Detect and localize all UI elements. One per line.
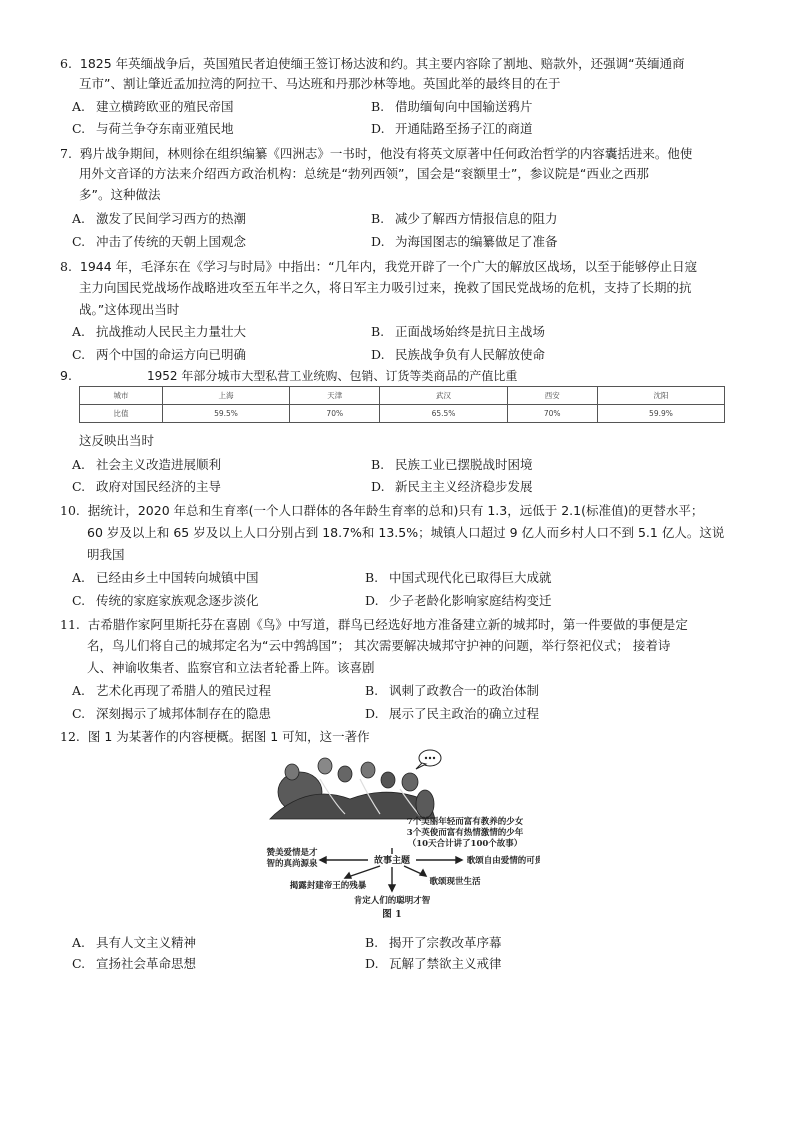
option-text: 瓦解了禁欲主义戒律: [389, 956, 502, 971]
option-text: 中国式现代化已取得巨大成就: [389, 570, 552, 585]
option-label: D.: [371, 234, 385, 249]
table-row: [80, 405, 725, 423]
q8-option-c[interactable]: [72, 347, 246, 363]
option-label: A.: [72, 457, 86, 472]
table-cell: 城市: [80, 387, 163, 405]
option-label: C.: [72, 956, 86, 971]
figure-left-top-text-1: 赞美爱情是才: [266, 848, 318, 858]
q6-number: 6.: [60, 56, 72, 71]
option-text: 开通陆路至扬子江的商道: [395, 121, 533, 136]
q12-stem-line: [60, 729, 370, 745]
figure-box3-text: （10天合计讲了100个故事）: [407, 839, 523, 849]
q11-option-a[interactable]: [72, 683, 271, 699]
option-text: 激发了民间学习西方的热潮: [96, 211, 247, 226]
q10-stem-line-3: 明我国: [87, 547, 125, 562]
q7-option-c[interactable]: [72, 234, 246, 250]
q9-data-table: [79, 386, 725, 423]
option-label: B.: [365, 683, 379, 698]
q7-number: 7.: [60, 146, 72, 161]
option-text: 揭开了宗教改革序幕: [389, 935, 502, 950]
table-cell: 西安: [507, 387, 597, 405]
option-label: B.: [365, 935, 379, 950]
option-label: D.: [371, 347, 385, 362]
option-label: D.: [371, 479, 385, 494]
q11-option-c[interactable]: [72, 706, 271, 722]
q11-option-b[interactable]: [365, 683, 539, 699]
figure-box2-text: 3个英俊而富有热情激情的少年: [406, 828, 524, 838]
option-text: 宣扬社会革命思想: [96, 956, 197, 971]
option-text: 减少了解西方情报信息的阻力: [395, 211, 558, 226]
option-label: C.: [72, 234, 86, 249]
q11-stem-text-1: 古希腊作家阿里斯托芬在喜剧《鸟》中写道，群鸟已经选好地方准备建立新的城邦时，第一件要做的事便是定: [87, 617, 688, 632]
option-text: 与荷兰争夺东南亚殖民地: [96, 121, 234, 136]
q8-stem-line-3: 战。”这体现出当时: [79, 302, 180, 317]
option-label: C.: [72, 479, 86, 494]
option-label: A.: [72, 99, 86, 114]
q8-option-d[interactable]: [371, 347, 545, 363]
table-cell: 65.5%: [380, 405, 507, 423]
q12-number: 12.: [60, 729, 80, 744]
q9-stem: 这反映出当时: [79, 433, 155, 448]
q11-option-d[interactable]: [365, 706, 539, 722]
q7-stem-text-1: 鸦片战争期间，林则徐在组织编纂《四洲志》一书时，他没有将英文原著中任何政治哲学的内容囊括进来。他使: [79, 146, 693, 161]
option-label: A.: [72, 570, 86, 585]
q8-stem-line-1: [60, 259, 697, 275]
figure-svg: [250, 744, 540, 922]
figure-center-text: 故事主题: [373, 856, 411, 866]
q6-option-a[interactable]: [72, 99, 234, 115]
q12-option-c[interactable]: [72, 956, 196, 972]
q9-number: 9.: [60, 368, 72, 383]
option-text: 抗战推动人民民主力量壮大: [96, 324, 247, 339]
option-label: C.: [72, 706, 86, 721]
option-label: A.: [72, 683, 86, 698]
option-text: 讽刺了政教合一的政治体制: [389, 683, 540, 698]
figure-bottom-text: 肯定人们的聪明才智: [353, 896, 431, 906]
figure-caption: 图 1: [382, 909, 402, 920]
option-label: C.: [72, 347, 86, 362]
q11-stem-line-1: [60, 617, 688, 633]
q8-stem-text-1: 1944 年，毛泽东在《学习与时局》中指出：“几年内，我党开辟了一个广大的解放区战场，以至于能够停止日寇: [79, 259, 698, 274]
table-header-row: [80, 387, 725, 405]
figure-right-bottom-text: 歌颂现世生活: [429, 877, 481, 887]
option-text: 借助缅甸向中国输送鸦片: [395, 99, 533, 114]
q10-option-b[interactable]: [365, 570, 552, 586]
option-text: 民族战争负有人民解放使命: [395, 347, 546, 362]
option-label: A.: [72, 211, 86, 226]
q6-stem-text-1: 1825 年英缅战争后，英国殖民者迫使缅王签订杨达波和约。其主要内容除了割地、赔款外，还强调“英缅通商: [79, 56, 685, 71]
q10-stem-line-1: [60, 503, 703, 519]
figure-left-top-text-2: 智的真尚源泉: [266, 859, 318, 869]
q12-option-d[interactable]: [365, 956, 502, 972]
q10-option-c[interactable]: [72, 593, 259, 609]
q9-option-d[interactable]: [371, 479, 533, 495]
q11-number: 11.: [60, 617, 80, 632]
option-label: C.: [72, 121, 86, 136]
storytellers-illustration: [270, 758, 435, 819]
q12-stem-text: 图 1 为某著作的内容梗概。据图 1 可知，这一著作: [87, 729, 370, 744]
option-label: B.: [371, 99, 385, 114]
q11-stem-line-3: 人、神谕收集者、监察官和立法者轮番上阵。该喜剧: [87, 660, 375, 675]
option-text: 传统的家庭家族观念逐步淡化: [96, 593, 259, 608]
option-text: 已经由乡土中国转向城镇中国: [96, 570, 259, 585]
q9-option-b[interactable]: [371, 457, 533, 473]
option-text: 少子老龄化影响家庭结构变迁: [389, 593, 552, 608]
q7-stem-line-1: [60, 146, 692, 162]
q8-stem-line-2: 主力向国民党战场作战略进攻至五年半之久，将日军主力吸引过来，挽救了国民党战场的危机，支持了长期的抗: [79, 280, 692, 295]
option-text: 为海国图志的编纂做足了准备: [395, 234, 558, 249]
q6-stem-line-1: [60, 56, 685, 72]
option-label: A.: [72, 935, 86, 950]
option-text: 两个中国的命运方向已明确: [96, 347, 247, 362]
option-text: 民族工业已摆脱战时困境: [395, 457, 533, 472]
option-label: A.: [72, 324, 86, 339]
q6-stem-line-2: 互市”、割让肇近孟加拉湾的阿拉干、马达班和丹那沙林等地。英国此举的最终目的在于: [79, 76, 561, 91]
q6-option-b[interactable]: [371, 99, 533, 115]
q12-figure: [250, 744, 540, 922]
q12-option-a[interactable]: [72, 935, 196, 951]
q10-option-d[interactable]: [365, 593, 552, 609]
q11-stem-line-2: 名，鸟儿们将自己的城邦定名为“云中鹁鸪国”； 其次需要解决城邦守护神的问题，举行祭祀仪式； 接着诗: [87, 638, 671, 653]
option-label: B.: [371, 324, 385, 339]
q6-option-d[interactable]: [371, 121, 533, 137]
option-label: D.: [365, 956, 379, 971]
option-label: B.: [365, 570, 379, 585]
option-text: 政府对国民经济的主导: [96, 479, 222, 494]
q10-stem-line-2: 60 岁及以上和 65 岁及以上人口分别占到 18.7%和 13.5%；城镇人口超过 9 亿人而乡村人口不到 5.1 亿人。这说: [87, 525, 725, 540]
q7-option-b[interactable]: [371, 211, 558, 227]
option-label: D.: [371, 121, 385, 136]
q8-option-a[interactable]: [72, 324, 246, 340]
q10-number: 10.: [60, 503, 80, 518]
q8-option-b[interactable]: [371, 324, 545, 340]
table-cell: 沈阳: [597, 387, 724, 405]
option-text: 冲击了传统的天朝上国观念: [96, 234, 247, 249]
option-label: D.: [365, 706, 379, 721]
q9-table-title: 1952 年部分城市大型私营工业统购、包销、订货等类商品的产值比重: [147, 369, 518, 383]
q7-option-a[interactable]: [72, 211, 246, 227]
speech-bubble-icon: [416, 750, 441, 769]
q9-option-a[interactable]: [72, 457, 221, 473]
option-label: B.: [371, 457, 385, 472]
table-cell: 天津: [290, 387, 380, 405]
option-text: 艺术化再现了希腊人的殖民过程: [96, 683, 272, 698]
option-text: 正面战场始终是抗日主战场: [395, 324, 546, 339]
option-text: 社会主义改造进展顺利: [96, 457, 222, 472]
table-cell: 59.5%: [163, 405, 290, 423]
option-text: 深刻揭示了城邦体制存在的隐患: [96, 706, 272, 721]
option-label: B.: [371, 211, 385, 226]
figure-left-bottom-text: 揭露封建帝王的残暴: [289, 881, 367, 891]
q7-stem-line-2: 用外文音译的方法来介绍西方政治机构：总统是“勃列西领”，国会是“衮额里士”，参议院是“西业之西那: [79, 166, 649, 181]
table-cell: 武汉: [380, 387, 507, 405]
q8-number: 8.: [60, 259, 72, 274]
table-cell: 上海: [163, 387, 290, 405]
option-label: D.: [365, 593, 379, 608]
figure-box1-text: 7个美丽年轻而富有教养的少女: [406, 817, 524, 827]
option-text: 建立横跨欧亚的殖民帝国: [96, 99, 234, 114]
q9-option-c[interactable]: [72, 479, 221, 495]
option-label: C.: [72, 593, 86, 608]
table-cell: 比值: [80, 405, 163, 423]
option-text: 具有人文主义精神: [96, 935, 197, 950]
figure-right-top-text: 歌颂自由爱情的可贵: [466, 856, 540, 866]
q7-option-d[interactable]: [371, 234, 558, 250]
table-cell: 70%: [290, 405, 380, 423]
q7-stem-line-3: 多”。这种做法: [79, 187, 161, 202]
table-cell: 70%: [507, 405, 597, 423]
option-text: 新民主主义经济稳步发展: [395, 479, 533, 494]
q10-option-a[interactable]: [72, 570, 259, 586]
q12-option-b[interactable]: [365, 935, 502, 951]
q10-stem-text-1: 据统计，2020 年总和生育率(一个人口群体的各年龄生育率的总和)只有 1.3，远低于 2.1(标准值)的更替水平；: [87, 503, 704, 518]
option-text: 展示了民主政治的确立过程: [389, 706, 540, 721]
q6-option-c[interactable]: [72, 121, 234, 137]
table-cell: 59.9%: [597, 405, 724, 423]
